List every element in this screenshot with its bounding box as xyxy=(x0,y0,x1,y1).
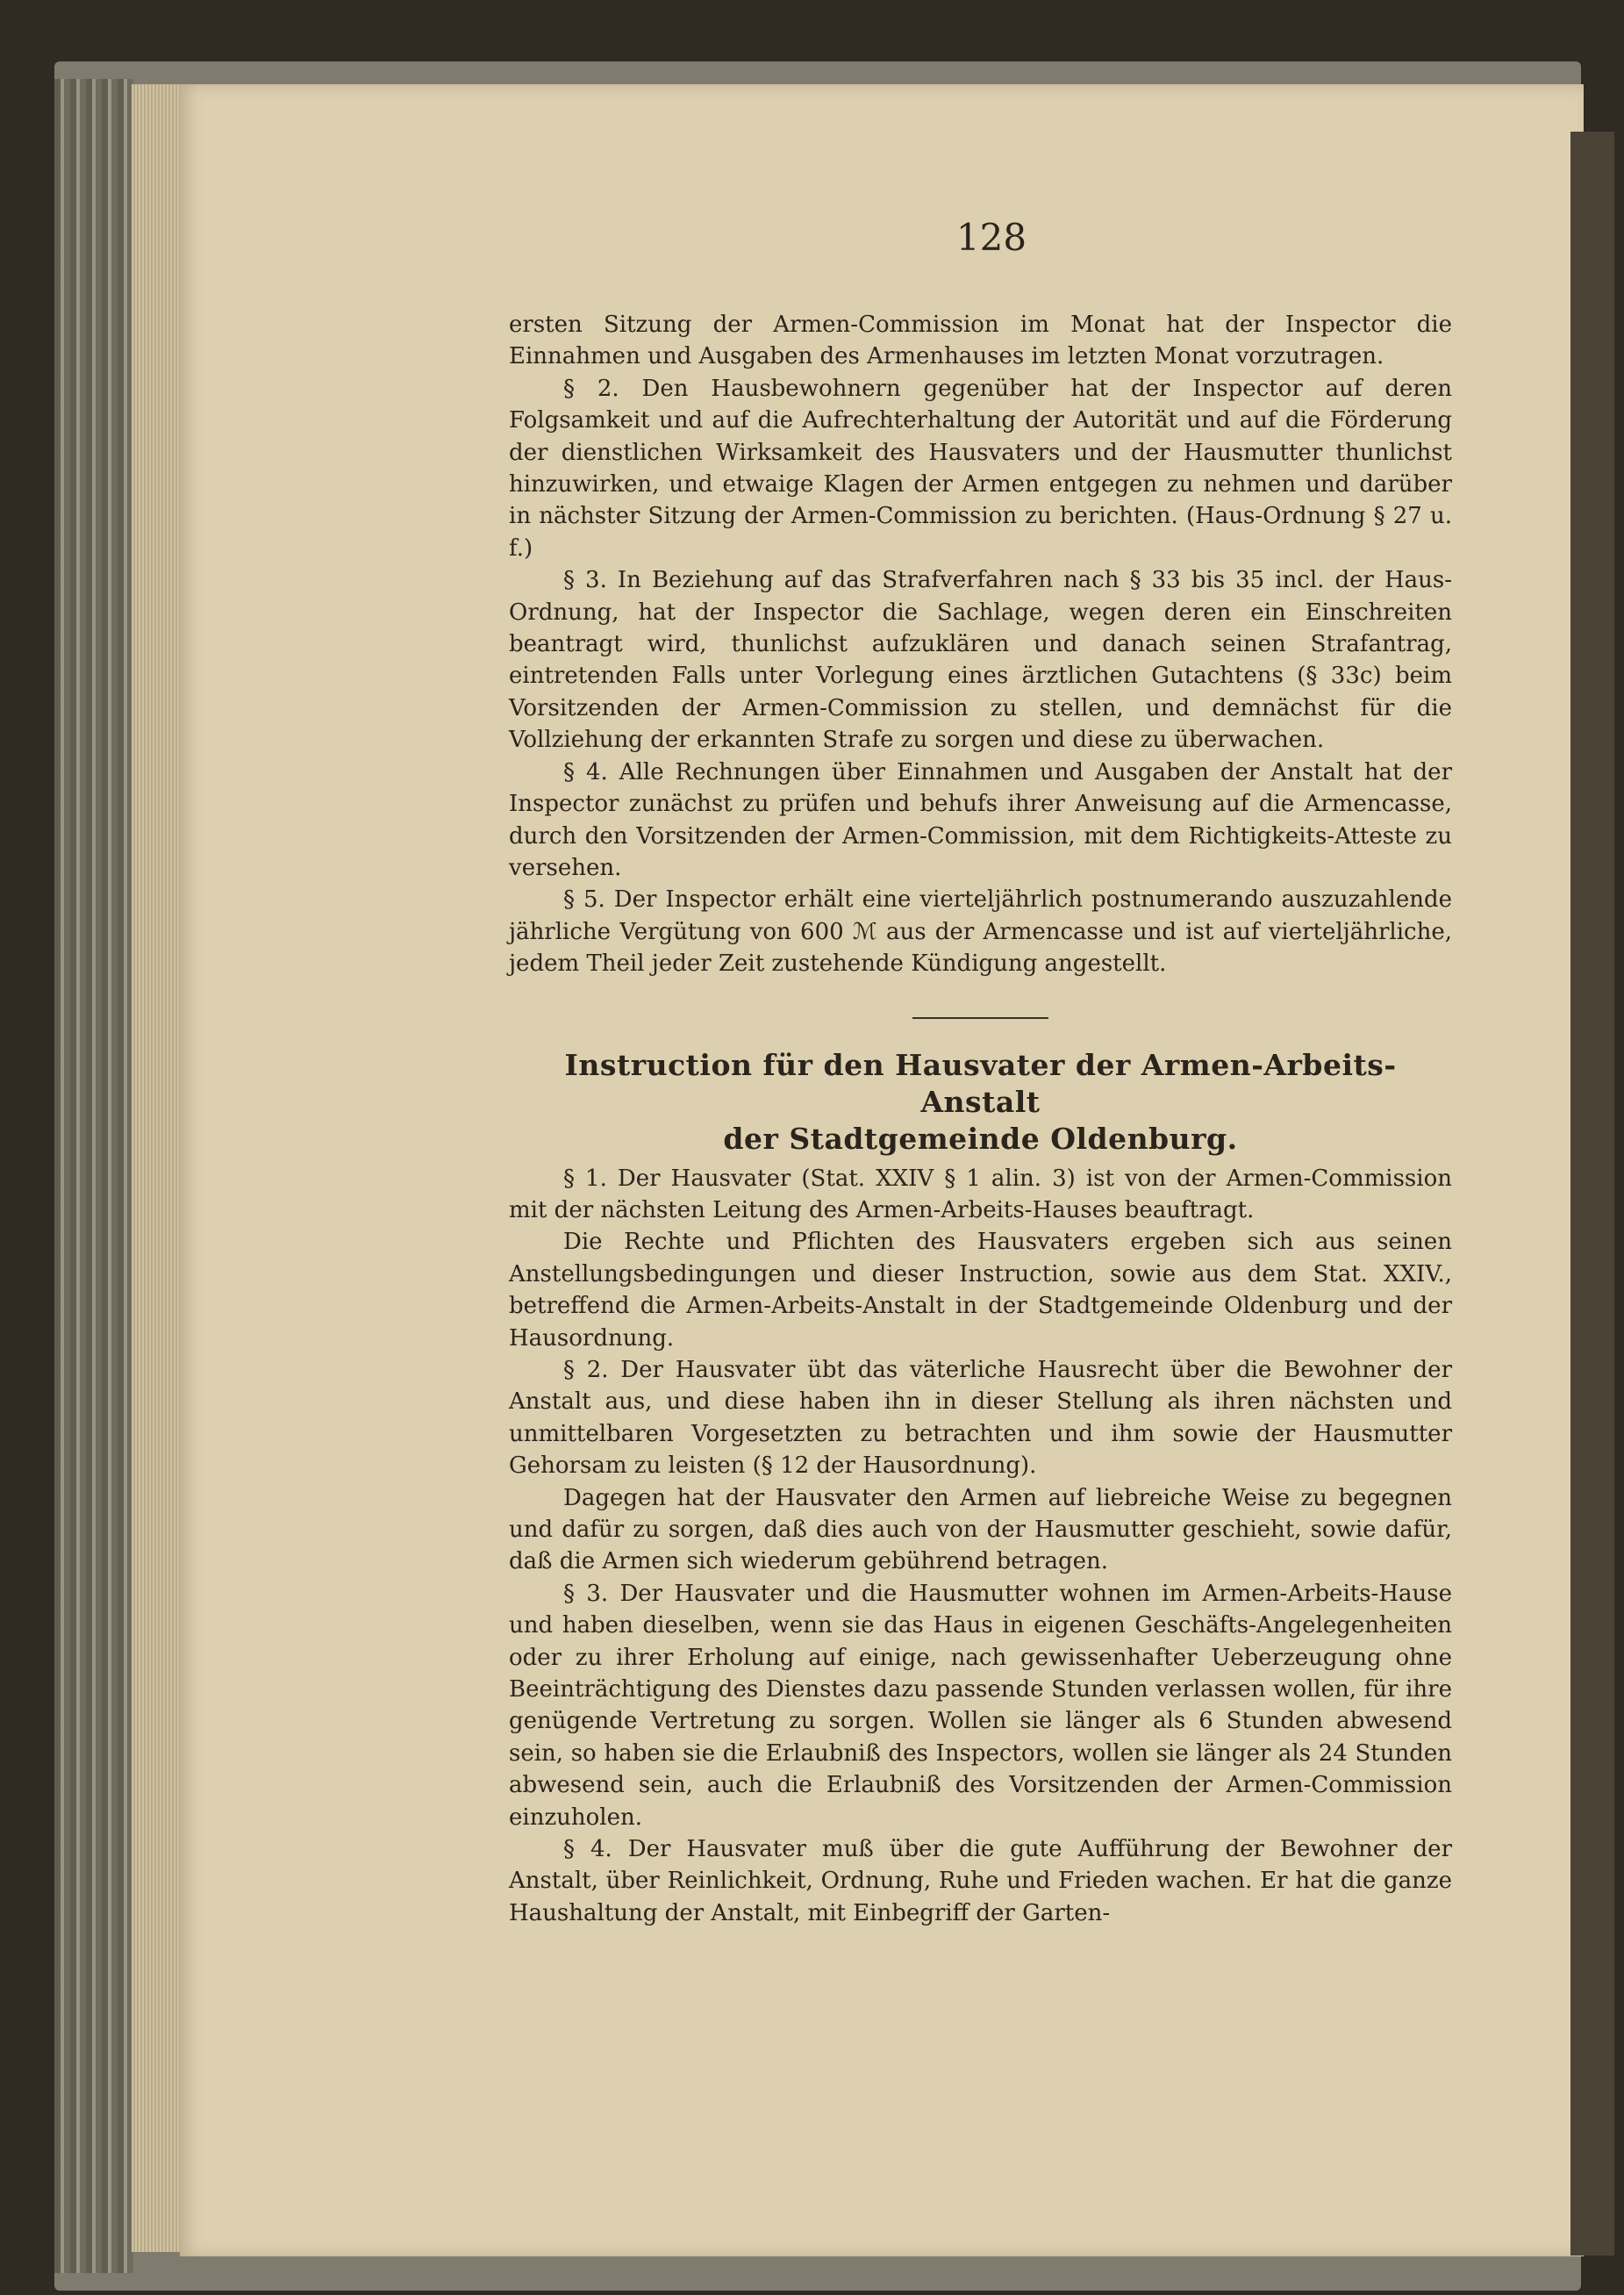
paragraph: Dagegen hat der Hausvater den Armen auf liebreiche Weise zu begegnen und dafür zu sorgen, daß dies auch von der Hausmutter geschieht, sowie dafür, daß die Armen sich wiederum gebührend betragen. xyxy=(509,1484,1452,1575)
paragraph: § 5. Der Inspector erhält eine vierteljährlich postnumerando auszuzahlende jährliche Vergütung von 600 ℳ aus der Armencasse und ist auf vierteljährliche, jedem Theil jeder Zeit zustehende Kündigung angestellt. xyxy=(509,886,1452,978)
paragraph: ersten Sitzung der Armen-Commission im Monat hat der Inspector die Einnahmen und Ausgaben des Armenhauses im letzten Monat vorzutragen. xyxy=(509,312,1452,370)
section-divider xyxy=(912,1017,1048,1019)
paragraph: Die Rechte und Pflichten des Hausvaters ergeben sich aus seinen Anstellungsbedingungen und dieser Instruction, sowie aus dem Stat. XXIV., betreffend die Armen-Arbeits-Anstalt in der Stadtgemeinde Oldenburg und der Hausordnung. xyxy=(509,1229,1452,1352)
paragraph: § 3. In Beziehung auf das Strafverfahren nach § 33 bis 35 incl. der Haus-Ordnung, hat der Inspector die Sachlage, wegen deren ein Einschreiten beantragt wird, thunlichst aufzuklären und danach seinen Strafantrag, eintretenden Falls unter Vorlegung eines ärztlichen Gutachtens (§ 33c) beim Vorsitzenden der Armen-Commission zu stellen, und demnächst für die Vollziehung der erkannten Strafe zu sorgen und diese zu überwachen. xyxy=(509,567,1452,754)
page-number: 128 xyxy=(955,216,1027,259)
paragraph: § 2. Den Hausbewohnern gegenüber hat der Inspector auf deren Folgsamkeit und auf die Aufrechterhaltung der Autorität und auf die Förderung der dienstlichen Wirksamkeit des Hausvaters und der Hausmutter thunlichst hinzuwirken, und etwaige Klagen der Armen entgegen zu nehmen und darüber in nächster Sitzung der Armen-Commission zu berichten. (Haus-Ordnung § 27 u. f.) xyxy=(509,375,1452,562)
paragraph: § 3. Der Hausvater und die Hausmutter wohnen im Armen-Arbeits-Hause und haben dieselben, wenn sie das Haus in eigenen Geschäfts-Angelegenheiten oder zu ihrer Erholung auf einige, nach gewissenhafter Ueberzeugung ohne Beeinträchtigung des Dienstes dazu passende Stunden verlassen wollen, für ihre genügende Vertretung zu sorgen. Wollen sie länger als 6 Stunden abwesend sein, so haben sie die Erlaubniß des Inspectors, wollen sie länger als 24 Stunden abwesend sein, auch die Erlaubniß des Vorsitzenden der Armen-Commission einzuholen. xyxy=(509,1580,1452,1831)
book-spine xyxy=(54,79,133,2273)
paragraph: § 4. Alle Rechnungen über Einnahmen und Ausgaben der Anstalt hat der Inspector zunächst zu prüfen und behufs ihrer Anweisung auf die Armencasse, durch den Vorsitzenden der Armen-Commission, mit dem Richtigkeits-Atteste zu versehen. xyxy=(509,758,1452,881)
paragraph: § 2. Der Hausvater übt das väterliche Hausrecht über die Bewohner der Anstalt aus, und diese haben ihn in dieser Stellung als ihren nächsten und unmittelbaren Vorgesetzten zu betrachten und ihm sowie der Hausmutter Gehorsam zu leisten (§ 12 der Hausordnung). xyxy=(509,1356,1452,1480)
paragraph: § 1. Der Hausvater (Stat. XXIV § 1 alin. 3) ist von der Armen-Commission mit der nächsten Leitung des Armen-Arbeits-Hauses beauftragt. xyxy=(509,1165,1452,1223)
section-heading-line2: der Stadtgemeinde Oldenburg. xyxy=(723,1121,1238,1156)
page-text xyxy=(509,309,1452,1929)
section-heading: Instruction für den Hausvater der Armen-Arbeits-Anstalt xyxy=(564,1047,1397,1119)
facing-page-edge xyxy=(1570,132,1614,2256)
paragraph: § 4. Der Hausvater muß über die gute Aufführung der Bewohner der Anstalt, über Reinlichkeit, Ordnung, Ruhe und Frieden wachen. Er hat die ganze Haushaltung der Anstalt, mit Einbegriff der Garten- xyxy=(509,1836,1452,1926)
